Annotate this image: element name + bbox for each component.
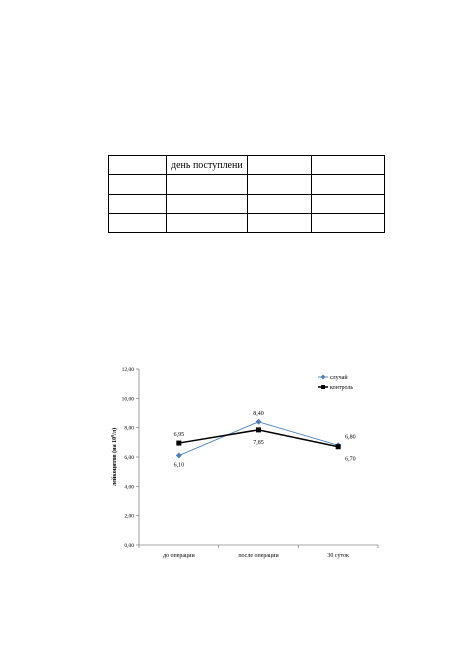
data-point bbox=[176, 441, 181, 446]
table-cell: день поступлени bbox=[167, 156, 248, 175]
legend-marker bbox=[321, 385, 325, 389]
y-tick-label: 6,00 bbox=[124, 455, 134, 461]
y-tick-label: 8,00 bbox=[124, 425, 134, 432]
data-label: 7,85 bbox=[253, 439, 264, 446]
x-tick-label: до операции bbox=[162, 553, 195, 559]
data-point bbox=[336, 444, 341, 449]
y-tick-label: 12,00 bbox=[121, 367, 134, 373]
y-axis-label: лейкоцитов (на $10^9/л$) bbox=[109, 427, 118, 487]
x-tick-label: после операции bbox=[238, 553, 279, 559]
x-tick-label: 30 суток bbox=[327, 553, 349, 559]
data-point bbox=[176, 453, 182, 459]
y-tick-label: 0,00 bbox=[124, 543, 134, 549]
data-label: 6,70 bbox=[345, 456, 356, 463]
data-point bbox=[256, 427, 261, 432]
data-label: 6,80 bbox=[345, 434, 356, 441]
legend-label: случай bbox=[330, 375, 348, 381]
y-tick-label: 4,00 bbox=[124, 484, 134, 491]
legend-marker bbox=[321, 375, 326, 380]
legend-label: контроль bbox=[330, 385, 354, 391]
data-label: 8,40 bbox=[253, 410, 264, 417]
data-label: 6,95 bbox=[173, 432, 185, 439]
data-point bbox=[256, 419, 262, 425]
data-label: 6,10 bbox=[173, 462, 185, 469]
y-tick-label: 2,00 bbox=[124, 513, 134, 520]
y-tick-label: 10,00 bbox=[121, 396, 134, 403]
